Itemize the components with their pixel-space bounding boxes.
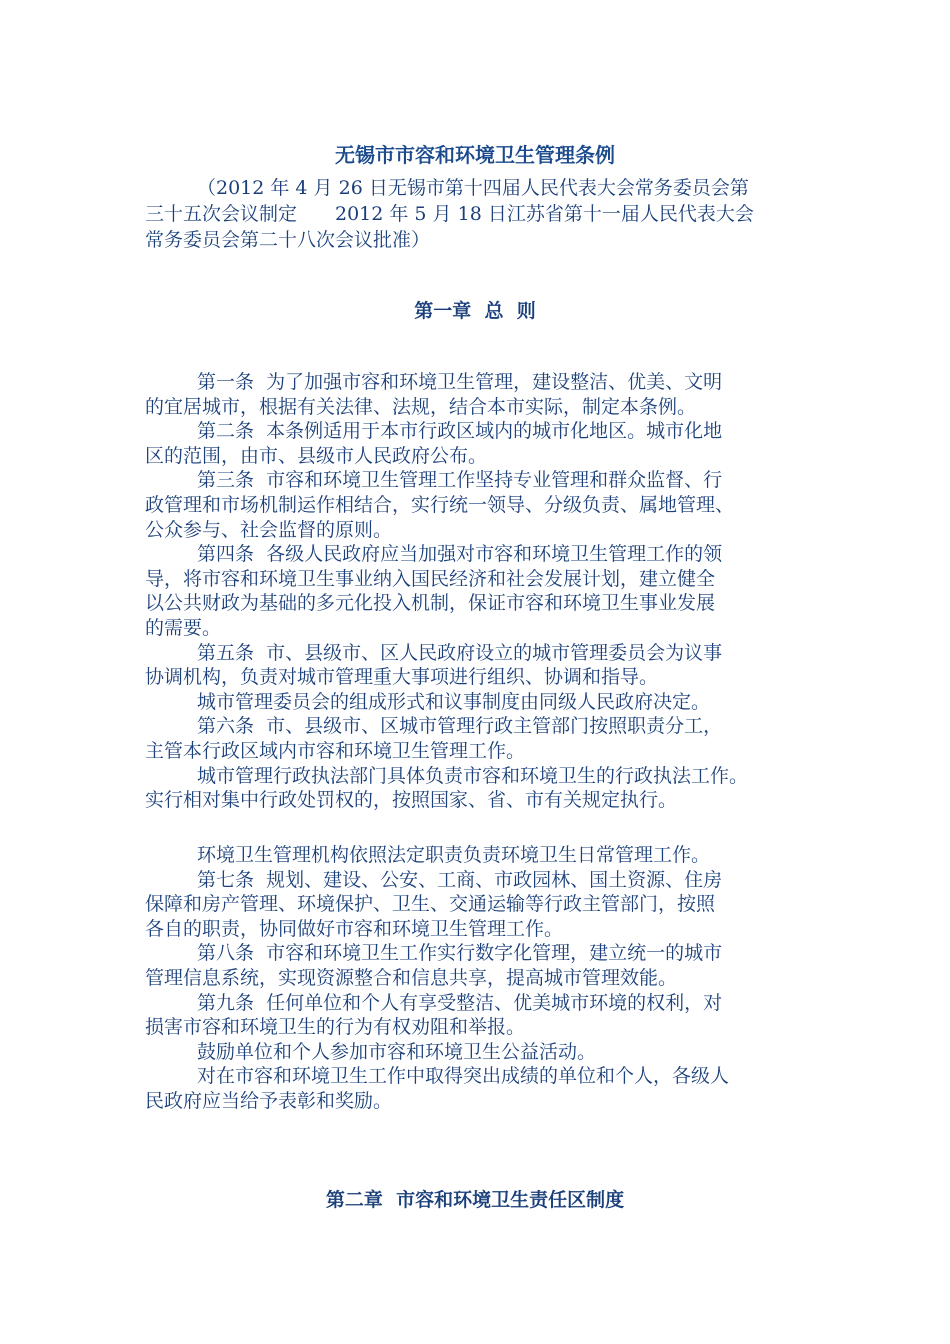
- chapter-1-heading: 第一章 总 则: [414, 300, 536, 322]
- chapter-2-heading: 第二章 市容和环境卫生责任区制度: [325, 1189, 625, 1211]
- article-line: 各自的职责，协同做好市容和环境卫生管理工作。: [145, 917, 564, 940]
- article-line: 的需要。: [145, 616, 222, 639]
- article-line: 以公共财政为基础的多元化投入机制，保证市容和环境卫生事业发展: [145, 592, 716, 615]
- article-line: 的宜居城市，根据有关法律、法规，结合本市实际，制定本条例。: [145, 395, 697, 418]
- article-line: 损害市容和环境卫生的行为有权劝阻和举报。: [145, 1016, 526, 1039]
- article-line: 实行相对集中行政处罚权的，按照国家、省、市有关规定执行。: [145, 789, 678, 812]
- article-line: 城市管理行政执法部门具体负责市容和环境卫生的行政执法工作。: [197, 764, 749, 787]
- article-line: 公众参与、社会监督的原则。: [145, 518, 393, 541]
- document-subtitle: [145, 175, 795, 253]
- article-line: 第九条 任何单位和个人有享受整洁、优美城市环境的权利，对: [197, 991, 723, 1014]
- article-line: 城市管理委员会的组成形式和议事制度由同级人民政府决定。: [197, 690, 711, 713]
- article-line: 对在市容和环境卫生工作中取得突出成绩的单位和个人，各级人: [197, 1065, 730, 1088]
- article-line: 保障和房产管理、环境保护、卫生、交通运输等行政主管部门，按照: [145, 893, 716, 916]
- document-title: 无锡市市容和环境卫生管理条例: [335, 143, 615, 167]
- article-line: 民政府应当给予表彰和奖励。: [145, 1089, 393, 1112]
- article-line: 鼓励单位和个人参加市容和环境卫生公益活动。: [197, 1040, 597, 1063]
- article-line: 主管本行政区域内市容和环境卫生管理工作。: [145, 739, 526, 762]
- article-line: 政管理和市场机制运作相结合，实行统一领导、分级负责、属地管理、: [145, 493, 735, 516]
- article-line: 协调机构，负责对城市管理重大事项进行组织、协调和指导。: [145, 666, 659, 689]
- article-line: 管理信息系统，实现资源整合和信息共享，提高城市管理效能。: [145, 966, 678, 989]
- article-line: 环境卫生管理机构依照法定职责负责环境卫生日常管理工作。: [197, 844, 711, 866]
- article-line: 第三条 市容和环境卫生管理工作坚持专业管理和群众监督、行: [197, 469, 723, 492]
- article-line: 第八条 市容和环境卫生工作实行数字化管理，建立统一的城市: [197, 942, 723, 965]
- subtitle-line: 常务委员会第二十八次会议批准）: [145, 229, 431, 251]
- article-line: 第五条 市、县级市、区人民政府设立的城市管理委员会为议事: [197, 641, 723, 664]
- article-line: 第四条 各级人民政府应当加强对市容和环境卫生管理工作的领: [197, 543, 723, 566]
- article-line: 第一条 为了加强市容和环境卫生管理，建设整洁、优美、文明: [197, 371, 723, 393]
- article-line: 导，将市容和环境卫生事业纳入国民经济和社会发展计划，建立健全: [145, 567, 716, 590]
- chapter-1-articles: [145, 370, 805, 813]
- article-line: 区的范围，由市、县级市人民政府公布。: [145, 444, 488, 467]
- article-line: 第六条 市、县级市、区城市管理行政主管部门按照职责分工，: [197, 715, 723, 738]
- article-line: 第七条 规划、建设、公安、工商、市政园林、国土资源、住房: [197, 868, 723, 891]
- subtitle-line: 三十五次会议制定 2012 年 5 月 18 日江苏省第十一届人民代表大会: [145, 203, 754, 225]
- subtitle-line: （2012 年 4 月 26 日无锡市第十四届人民代表大会常务委员会第: [197, 177, 749, 199]
- chapter-1-articles-continued: [145, 843, 805, 1114]
- article-line: 第二条 本条例适用于本市行政区域内的城市化地区。城市化地: [197, 420, 723, 443]
